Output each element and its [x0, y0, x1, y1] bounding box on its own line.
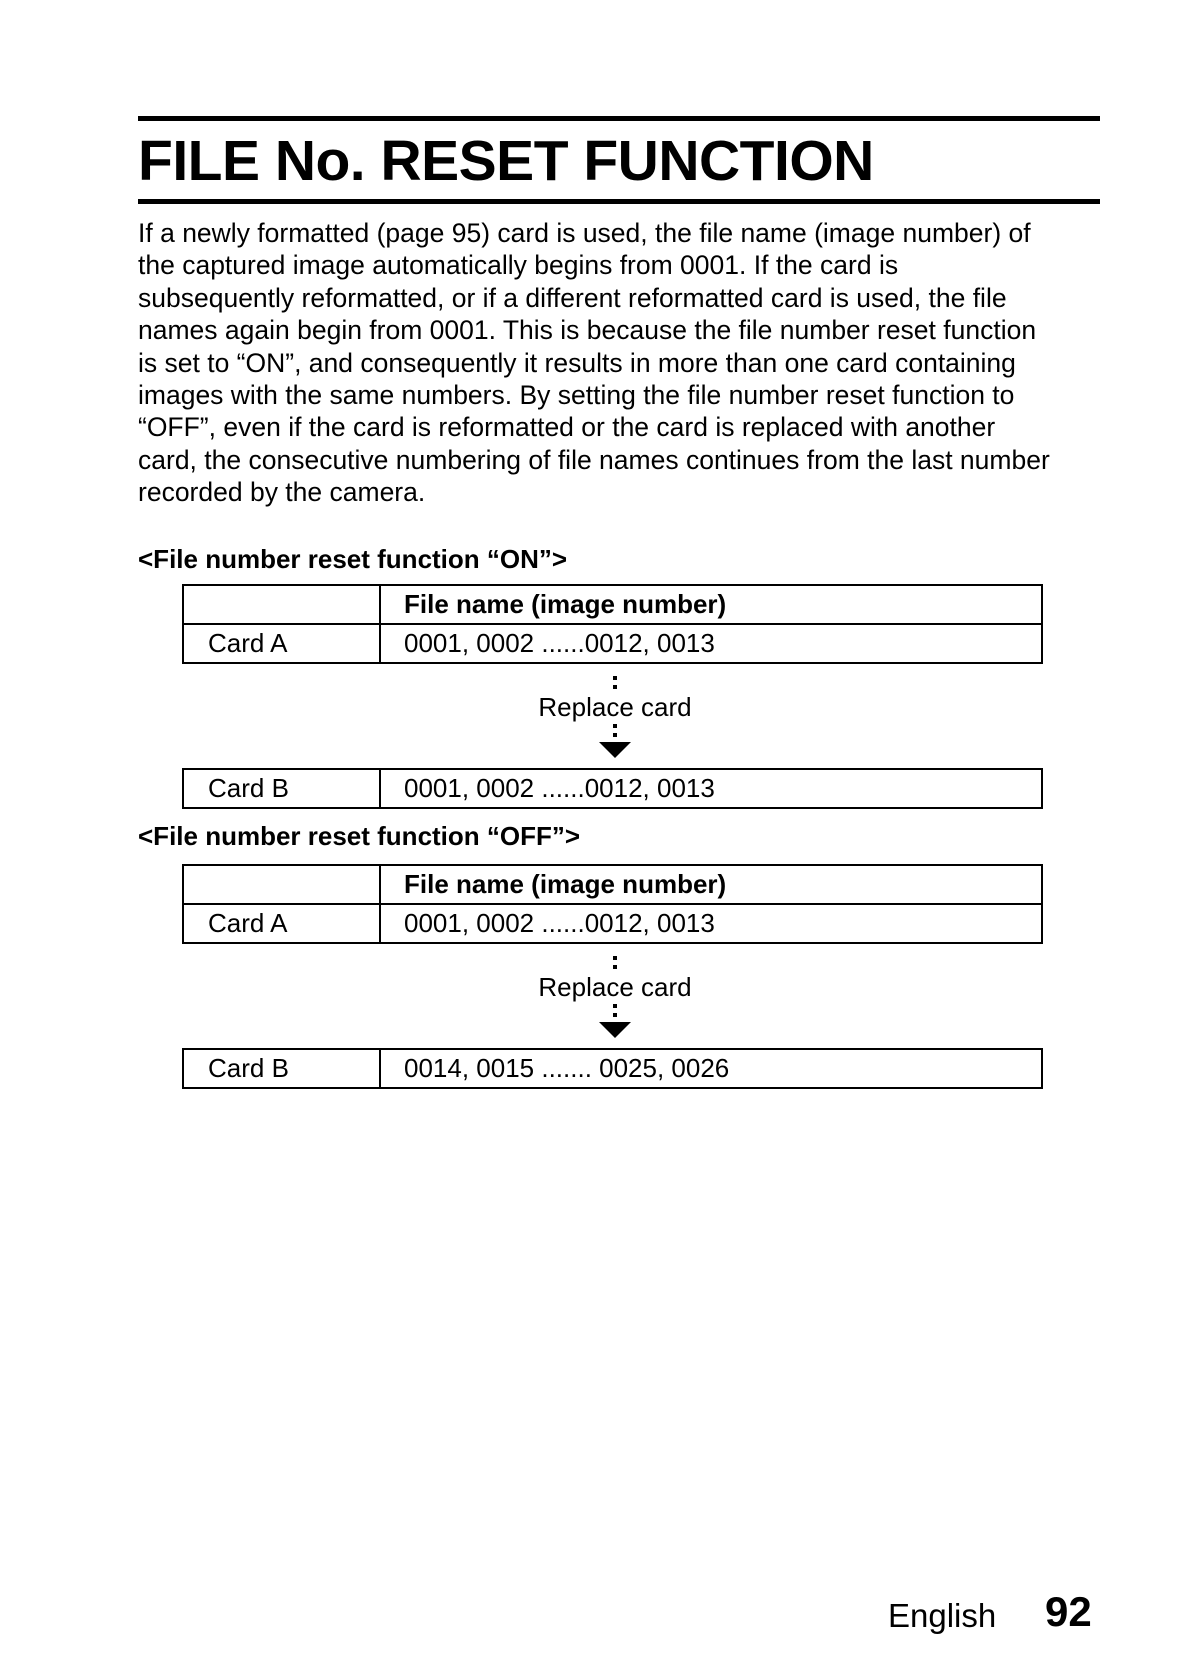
table-header-file-name: File name (image number): [380, 585, 1042, 624]
section-on-table-card-b: [182, 768, 1043, 809]
section-off-table-card-b: [182, 1048, 1043, 1089]
intro-line: is set to “ON”, and consequently it results in more than one card containing: [138, 347, 1016, 378]
section-on-replace-card: [480, 676, 750, 758]
section-off-heading: <File number reset function “OFF”>: [138, 821, 581, 851]
section-on-table-card-a: [182, 584, 1043, 664]
page-title: FILE No. RESET FUNCTION: [138, 129, 874, 193]
intro-paragraph: [138, 217, 1108, 509]
intro-line: the captured image automatically begins from 0001. If the card is: [138, 250, 899, 281]
dotted-connector-icon: [613, 956, 617, 970]
dotted-connector-icon: [613, 1004, 617, 1018]
card-b-label: Card B: [183, 1049, 380, 1088]
card-a-file-numbers: 0001, 0002 ......0012, 0013: [380, 624, 1042, 663]
table-row: [183, 904, 1042, 943]
intro-line: names again begin from 0001. This is because the file number reset function: [138, 315, 1037, 346]
dotted-connector-icon: [613, 676, 617, 690]
dotted-connector-icon: [613, 724, 617, 738]
card-b-file-numbers: 0001, 0002 ......0012, 0013: [380, 769, 1042, 808]
intro-line: subsequently reformatted, or if a different reformatted card is used, the file: [138, 282, 1007, 313]
table-header-file-name: File name (image number): [380, 865, 1042, 904]
footer-language: English: [888, 1597, 997, 1634]
section-off-replace-card: [480, 956, 750, 1038]
intro-line: images with the same numbers. By setting the file number reset function to: [138, 380, 1015, 411]
intro-line: “OFF”, even if the card is reformatted or the card is replaced with another: [138, 412, 996, 443]
card-b-label: Card B: [183, 769, 380, 808]
table-row: [183, 769, 1042, 808]
footer-page-number: 92: [1045, 1588, 1092, 1635]
table-row: [183, 1049, 1042, 1088]
replace-card-label: Replace card: [538, 692, 692, 722]
table-row: [183, 624, 1042, 663]
table-header-row: [183, 585, 1042, 624]
section-on-heading: <File number reset function “ON”>: [138, 544, 568, 574]
card-a-label: Card A: [183, 624, 380, 663]
card-b-file-numbers: 0014, 0015 ....... 0025, 0026: [380, 1049, 1042, 1088]
section-off-table-card-a: [182, 864, 1043, 944]
down-arrow-icon: [599, 742, 631, 758]
table-header-row: [183, 865, 1042, 904]
intro-line: If a newly formatted (page 95) card is used, the file name (image number) of: [138, 218, 1031, 248]
intro-line: card, the consecutive numbering of file names continues from the last number: [138, 444, 1050, 475]
title-top-rule: [138, 116, 1100, 121]
title-bottom-rule: [138, 199, 1100, 204]
card-a-file-numbers: 0001, 0002 ......0012, 0013: [380, 904, 1042, 943]
replace-card-label: Replace card: [538, 972, 692, 1002]
table-header-empty-cell: [183, 585, 380, 624]
down-arrow-icon: [599, 1022, 631, 1038]
card-a-label: Card A: [183, 904, 380, 943]
intro-line: recorded by the camera.: [138, 477, 426, 508]
table-header-empty-cell: [183, 865, 380, 904]
